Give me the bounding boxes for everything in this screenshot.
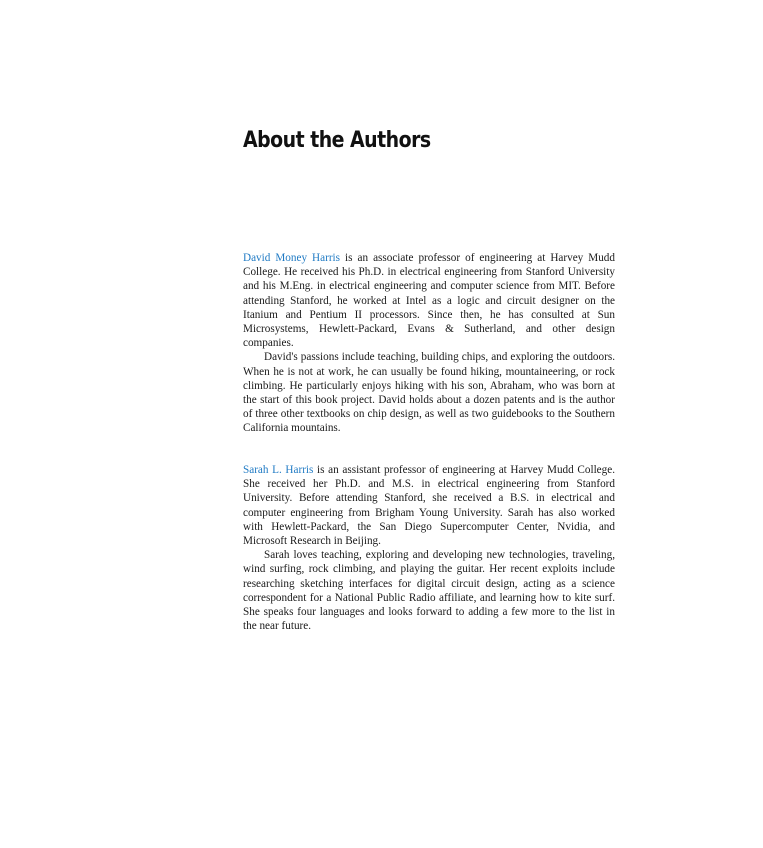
author-bio-sarah [243, 463, 615, 633]
bio-paragraph [243, 463, 615, 548]
author-name: Sarah L. Harris [243, 464, 314, 476]
author-name: David Money Harris [243, 252, 341, 264]
bio-paragraph [243, 251, 615, 350]
page-title: About the Authors [243, 128, 431, 153]
bio-paragraph: Sarah loves teaching, exploring and developing new technologies, traveling, wind surfing, rock climbing, and playing the guitar. Her recent exploits include researching sketching interfaces for digital circuit design, acting as a science correspondent for a National Public Radio affiliate, and learning how to kite surf. She speaks four languages and looks forward to adding a few more to the list in the near future. [243, 549, 615, 633]
bio-text: is an associate professor of engineering at Harvey Mudd College. He received his Ph.D. in electrical engineering from Stanford University and his M.Eng. in electrical engineering and computer science from MIT. Before attending Stanford, he worked at Intel as a logic and circuit designer on the Itanium and Pentium II processors. Since then, he has consulted at Sun Microsystems, Hewlett-Packard, Evans & Sutherland, and other design companies. [243, 252, 615, 350]
bio-text: is an assistant professor of engineering at Harvey Mudd College. She received her Ph.D. and M.S. in electrical engineering from Stanford University. Before attending Stanford, she received a B.S. in electrical and computer engineering from Brigham Young University. Sarah has also worked with Hewlett-Packard, the San Diego Supercomputer Center, Nvidia, and Microsoft Research in Beijing. [243, 464, 616, 548]
author-bio-david [243, 251, 615, 436]
bio-paragraph: David's passions include teaching, building chips, and exploring the outdoors. When he is not at work, he can usually be found hiking, mountaineering, or rock climbing. He particularly enjoys hiking with his son, Abraham, who was born at the start of this book project. David holds about a dozen patents and is the author of three other textbooks on chip design, as well as two guidebooks to the Southern California mountains. [243, 351, 615, 435]
